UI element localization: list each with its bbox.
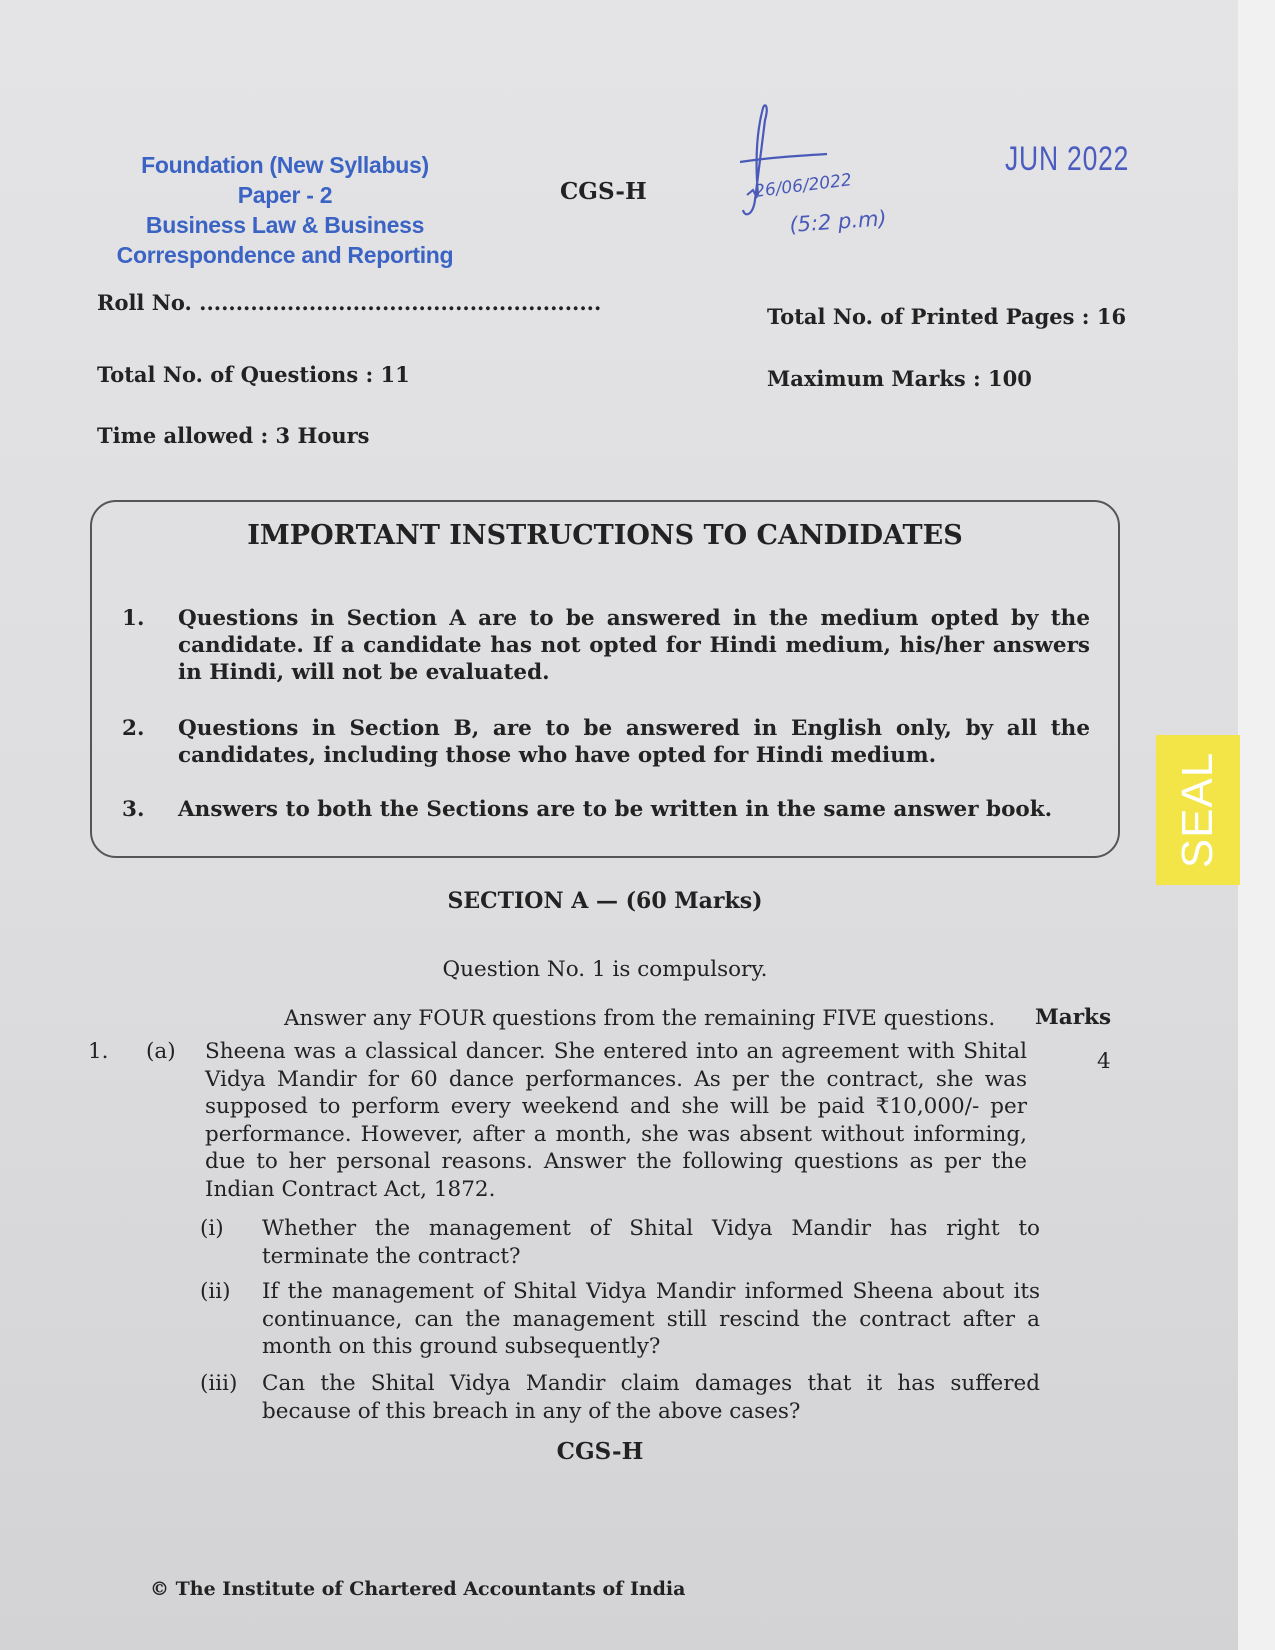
instruction-number: 1. xyxy=(122,606,145,631)
footer-paper-code: CGS-H xyxy=(556,1438,644,1465)
sub-question-number: (ii) xyxy=(200,1279,231,1304)
compulsory-note: Question No. 1 is compulsory. xyxy=(442,957,768,982)
handwritten-time: (5:2 p.m) xyxy=(788,206,888,237)
sub-question-text: Whether the management of Shital Vidya Mandir has right to terminate the contract? xyxy=(262,1216,1040,1269)
marks-header: Marks xyxy=(1035,1005,1112,1030)
instruction-number: 3. xyxy=(122,797,145,822)
handwritten-date: 26/06/2022 xyxy=(753,170,853,202)
total-questions: Total No. of Questions : 11 xyxy=(97,362,410,387)
instruction-text: Answers to both the Sections are to be written in the same answer book. xyxy=(178,797,1053,822)
question-number: 1. xyxy=(88,1039,109,1064)
question-marks: 4 xyxy=(1097,1049,1111,1074)
sub-question-number: (iii) xyxy=(200,1371,238,1396)
instruction-item xyxy=(122,796,1090,823)
seal-label: SEAL xyxy=(1173,751,1222,869)
page-edge xyxy=(1238,0,1275,1650)
handwritten-signature xyxy=(735,100,965,250)
sub-question xyxy=(200,1370,1040,1425)
seal-sticker xyxy=(1156,735,1240,885)
time-allowed: Time allowed : 3 Hours xyxy=(97,423,370,448)
instructions-box xyxy=(90,500,1120,858)
section-title: SECTION A — (60 Marks) xyxy=(447,888,763,914)
instruction-text: Questions in Section B, are to be answered in English only, by all the candidates, including those who have opted for Hindi medium. xyxy=(178,716,1090,768)
paper-code: CGS-H xyxy=(560,178,647,205)
instructions-title: IMPORTANT INSTRUCTIONS TO CANDIDATES xyxy=(247,520,963,551)
stamp-line: Business Law & Business xyxy=(145,212,425,238)
instruction-number: 2. xyxy=(122,716,145,741)
answer-instruction: Answer any FOUR questions from the remaining FIVE questions. xyxy=(284,1006,996,1031)
course-stamp xyxy=(100,150,470,270)
sub-question-number: (i) xyxy=(200,1216,224,1241)
question-text: Sheena was a classical dancer. She entered into an agreement with Shital Vidya Mandir for 60 dance performances. As per the contract, she was supposed to perform every weekend and she will be paid ₹10,000/- per performance. However, after a month, she was absent without informing, due to her personal reasons. Answer the following questions as per the Indian Contract Act, 1872. xyxy=(205,1039,1027,1202)
sub-question-text: If the management of Shital Vidya Mandir informed Sheena about its continuance, can the management still rescind the contract after a month on this ground subsequently? xyxy=(262,1279,1040,1359)
stamp-line: Foundation (New Syllabus) xyxy=(141,152,429,178)
total-pages: Total No. of Printed Pages : 16 xyxy=(767,304,1127,329)
stamp-line: Paper - 2 xyxy=(237,182,333,208)
copyright-notice: © The Institute of Chartered Accountants of India xyxy=(150,1578,686,1600)
roll-no: Roll No. ....................................................... xyxy=(97,290,602,315)
instruction-item xyxy=(122,605,1090,686)
sub-question xyxy=(200,1278,1040,1361)
question-part: (a) xyxy=(146,1039,176,1064)
max-marks: Maximum Marks : 100 xyxy=(767,366,1032,391)
instruction-text: Questions in Section A are to be answered in the medium opted by the candidate. If a candidate has not opted for Hindi medium, his/her answers in Hindi, will not be evaluated. xyxy=(178,606,1090,685)
instruction-item xyxy=(122,715,1090,769)
stamp-line: Correspondence and Reporting xyxy=(116,242,454,268)
sub-question xyxy=(200,1215,1040,1270)
session-stamp: JUN 2022 xyxy=(1005,140,1130,178)
sub-question-text: Can the Shital Vidya Mandir claim damages that it has suffered because of this breach in any of the above cases? xyxy=(262,1371,1040,1424)
